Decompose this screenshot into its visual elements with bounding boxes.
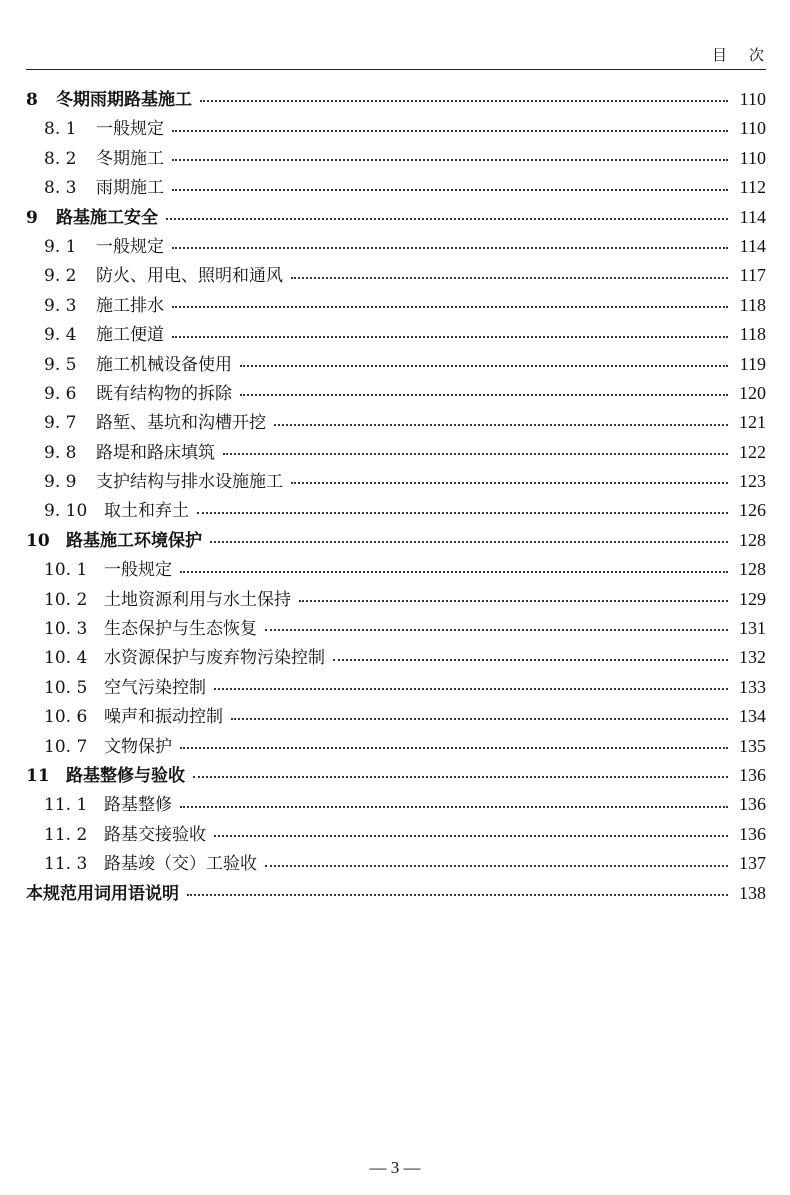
toc-chapter-entry[interactable] bbox=[26, 761, 766, 790]
toc-entry-page-number: 122 bbox=[739, 441, 766, 462]
dot-leader bbox=[274, 424, 728, 426]
toc-section-entry[interactable] bbox=[26, 702, 766, 731]
toc-entry-number: 8 bbox=[26, 90, 38, 110]
dot-leader bbox=[291, 277, 728, 279]
toc-entry-page-number: 138 bbox=[739, 882, 766, 903]
dot-leader bbox=[172, 159, 728, 161]
toc-section-entry[interactable] bbox=[26, 614, 766, 643]
toc-entry-page-number: 110 bbox=[739, 89, 766, 109]
toc-section-entry[interactable] bbox=[26, 408, 766, 437]
toc-entry-title: 支护结构与排水设施施工 bbox=[96, 472, 283, 493]
dot-leader bbox=[223, 453, 728, 455]
running-head: 目次 bbox=[711, 46, 786, 64]
toc-entry-title: 路基施工环境保护 bbox=[66, 530, 202, 551]
toc-entry-title: 冬期施工 bbox=[96, 148, 164, 169]
toc-section-entry[interactable] bbox=[26, 173, 766, 202]
toc-section-entry[interactable] bbox=[26, 643, 766, 672]
table-of-contents bbox=[26, 85, 766, 908]
toc-entry-page-number: 121 bbox=[739, 412, 766, 433]
toc-entry-page-number: 118 bbox=[739, 294, 766, 315]
toc-entry-page-number: 129 bbox=[739, 588, 766, 609]
toc-entry-page-number: 126 bbox=[739, 500, 766, 521]
toc-entry-title: 土地资源利用与水土保持 bbox=[104, 589, 291, 610]
toc-entry-page-number: 114 bbox=[739, 206, 766, 227]
toc-entry-title: 路基交接验收 bbox=[104, 824, 206, 845]
toc-section-entry[interactable] bbox=[26, 467, 766, 496]
toc-entry-number: 9. 8 bbox=[44, 442, 77, 463]
toc-entry-page-number: 136 bbox=[739, 764, 766, 785]
toc-entry-title: 路堤和路床填筑 bbox=[96, 442, 215, 463]
toc-chapter-entry[interactable] bbox=[26, 526, 766, 555]
toc-section-entry[interactable] bbox=[26, 673, 766, 702]
toc-entry-title: 文物保护 bbox=[104, 736, 172, 757]
toc-section-entry[interactable] bbox=[26, 261, 766, 290]
toc-entry-title: 路基整修 bbox=[104, 795, 172, 816]
dot-leader bbox=[200, 100, 728, 102]
dot-leader bbox=[172, 189, 728, 191]
toc-entry-title: 路堑、基坑和沟槽开挖 bbox=[96, 413, 266, 434]
toc-entry-number: 11 bbox=[26, 765, 50, 786]
toc-entry-title: 水资源保护与废弃物污染控制 bbox=[104, 648, 325, 669]
toc-entry-number: 11. 2 bbox=[44, 824, 88, 845]
toc-entry-page-number: 118 bbox=[739, 324, 766, 345]
dot-leader bbox=[240, 365, 728, 367]
dot-leader bbox=[180, 571, 728, 573]
dot-leader bbox=[172, 247, 728, 249]
toc-entry-page-number: 128 bbox=[739, 529, 766, 550]
toc-entry-page-number: 110 bbox=[739, 118, 766, 139]
dot-leader bbox=[214, 688, 728, 690]
toc-entry-number: 10. 2 bbox=[44, 589, 88, 610]
toc-entry-number: 11. 1 bbox=[44, 795, 88, 816]
toc-entry-page-number: 123 bbox=[739, 471, 766, 492]
toc-section-entry[interactable] bbox=[26, 114, 766, 143]
dot-leader bbox=[172, 306, 728, 308]
toc-entry-page-number: 120 bbox=[739, 382, 766, 403]
toc-entry-page-number: 134 bbox=[739, 706, 766, 727]
dot-leader bbox=[265, 629, 728, 631]
toc-entry-page-number: 136 bbox=[739, 823, 766, 844]
toc-entry-title: 施工便道 bbox=[96, 325, 164, 346]
toc-entry-title: 施工机械设备使用 bbox=[96, 354, 232, 375]
toc-entry-page-number: 110 bbox=[739, 147, 766, 168]
toc-entry-number: 9. 6 bbox=[44, 383, 77, 404]
toc-entry-page-number: 137 bbox=[739, 853, 766, 874]
toc-entry-page-number: 135 bbox=[739, 735, 766, 756]
toc-entry-page-number: 132 bbox=[739, 647, 766, 668]
toc-entry-number: 10. 3 bbox=[44, 619, 88, 640]
dot-leader bbox=[299, 600, 728, 602]
dot-leader bbox=[172, 130, 728, 132]
toc-section-entry[interactable] bbox=[26, 820, 766, 849]
toc-chapter-entry[interactable] bbox=[26, 85, 766, 114]
toc-entry-number: 10. 7 bbox=[44, 736, 88, 757]
toc-entry-number: 9. 10 bbox=[44, 501, 88, 522]
dot-leader bbox=[231, 718, 728, 720]
toc-entry-title: 路基整修与验收 bbox=[66, 765, 185, 786]
toc-section-entry[interactable] bbox=[26, 849, 766, 878]
toc-section-entry[interactable] bbox=[26, 555, 766, 584]
toc-entry-number: 10. 5 bbox=[44, 677, 88, 698]
toc-entry-page-number: 136 bbox=[739, 794, 766, 815]
dot-leader bbox=[197, 512, 728, 514]
toc-entry-number: 9. 9 bbox=[44, 472, 77, 493]
toc-section-entry[interactable] bbox=[26, 496, 766, 525]
dot-leader bbox=[214, 835, 728, 837]
toc-entry-page-number: 128 bbox=[739, 559, 766, 580]
toc-entry-number: 10. 1 bbox=[44, 560, 88, 581]
toc-entry-number: 9. 2 bbox=[44, 266, 77, 287]
toc-entry-title: 冬期雨期路基施工 bbox=[56, 90, 192, 110]
dot-leader bbox=[180, 747, 728, 749]
toc-entry-number: 10. 4 bbox=[44, 648, 88, 669]
toc-section-entry[interactable] bbox=[26, 232, 766, 261]
dot-leader bbox=[172, 336, 728, 338]
toc-entry-number: 10 bbox=[26, 530, 50, 551]
dot-leader bbox=[180, 806, 728, 808]
toc-entry-title: 防火、用电、照明和通风 bbox=[96, 266, 283, 287]
dot-leader bbox=[265, 865, 728, 867]
toc-entry-page-number: 133 bbox=[739, 676, 766, 697]
toc-entry-title: 施工排水 bbox=[96, 295, 164, 316]
dot-leader bbox=[187, 894, 728, 896]
toc-entry-title: 空气污染控制 bbox=[104, 677, 206, 698]
toc-entry-number: 8. 2 bbox=[44, 148, 77, 169]
toc-section-entry[interactable] bbox=[26, 144, 766, 173]
page-number-footer: — 3 — bbox=[369, 1158, 421, 1177]
toc-entry-page-number: 131 bbox=[739, 618, 766, 639]
toc-entry-number: 8. 1 bbox=[44, 119, 77, 140]
toc-entry-number: 9. 4 bbox=[44, 325, 77, 346]
toc-entry-title: 路基竣（交）工验收 bbox=[104, 854, 257, 875]
toc-entry-title: 路基施工安全 bbox=[56, 207, 158, 228]
toc-entry-number: 11. 3 bbox=[44, 854, 88, 875]
toc-entry-title: 既有结构物的拆除 bbox=[96, 383, 232, 404]
toc-chapter-entry[interactable] bbox=[26, 203, 766, 232]
toc-entry-number: 8. 3 bbox=[44, 178, 77, 199]
toc-entry-title: 一般规定 bbox=[96, 236, 164, 257]
header-rule bbox=[26, 69, 766, 70]
dot-leader bbox=[240, 394, 728, 396]
toc-entry-title: 一般规定 bbox=[104, 560, 172, 581]
toc-entry-number: 9 bbox=[26, 207, 38, 228]
toc-section-entry[interactable] bbox=[26, 350, 766, 379]
dot-leader bbox=[166, 218, 728, 220]
toc-section-entry[interactable] bbox=[26, 438, 766, 467]
toc-entry-number: 9. 7 bbox=[44, 413, 77, 434]
dot-leader bbox=[333, 659, 728, 661]
toc-entry-page-number: 117 bbox=[739, 265, 766, 286]
toc-entry-title: 雨期施工 bbox=[96, 178, 164, 199]
toc-section-entry[interactable] bbox=[26, 291, 766, 320]
toc-entry-page-number: 119 bbox=[739, 353, 766, 374]
toc-section-entry[interactable] bbox=[26, 379, 766, 408]
toc-entry-number: 10. 6 bbox=[44, 707, 88, 728]
toc-entry-number: 9. 1 bbox=[44, 236, 77, 257]
toc-entry-title: 本规范用词用语说明 bbox=[26, 883, 179, 904]
toc-entry-number: 9. 3 bbox=[44, 295, 77, 316]
toc-entry-page-number: 112 bbox=[739, 177, 766, 198]
toc-section-entry[interactable] bbox=[26, 320, 766, 349]
toc-chapter-entry[interactable] bbox=[26, 879, 766, 908]
toc-entry-page-number: 114 bbox=[739, 235, 766, 256]
toc-section-entry[interactable] bbox=[26, 790, 766, 819]
toc-entry-title: 一般规定 bbox=[96, 119, 164, 140]
toc-section-entry[interactable] bbox=[26, 585, 766, 614]
dot-leader bbox=[193, 776, 728, 778]
toc-entry-title: 生态保护与生态恢复 bbox=[104, 619, 257, 640]
dot-leader bbox=[210, 541, 728, 543]
toc-entry-title: 噪声和振动控制 bbox=[104, 707, 223, 728]
toc-entry-title: 取土和弃土 bbox=[104, 501, 189, 522]
toc-section-entry[interactable] bbox=[26, 732, 766, 761]
dot-leader bbox=[291, 482, 728, 484]
toc-entry-number: 9. 5 bbox=[44, 354, 77, 375]
